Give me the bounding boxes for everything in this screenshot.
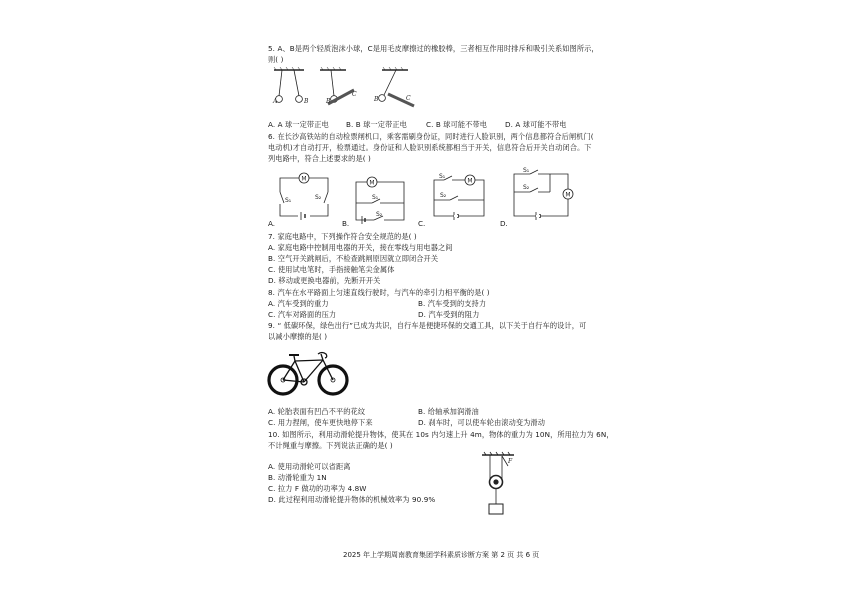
q10-option-d: D. 此过程利用动滑轮提升物体的机械效率为 90.9% bbox=[268, 495, 436, 504]
q10-stem-line2: 不计绳重与摩擦。下列说法正确的是( ) bbox=[268, 441, 393, 450]
page-footer: 2025 年上学期周南教育集团学科素质诊断方案 第 2 页 共 6 页 bbox=[343, 551, 540, 559]
q8-option-a: A. 汽车受到的重力 bbox=[268, 299, 329, 308]
q8-option-d: D. 汽车受到的阻力 bbox=[418, 310, 480, 319]
q6-b-s2: S₂ bbox=[376, 211, 383, 218]
q6-circuit-a bbox=[276, 170, 332, 222]
q6-a-s2: S₂ bbox=[315, 194, 322, 201]
q6-option-c: C. bbox=[418, 219, 426, 228]
q6-circuit-d bbox=[510, 166, 572, 222]
q5-option-c: C. B 球可能不带电 bbox=[426, 120, 488, 129]
q6-b-motor: M bbox=[369, 179, 375, 187]
q9-stem-line2: 以减小摩擦的是( ) bbox=[268, 332, 328, 341]
q6-d-motor: M bbox=[565, 191, 571, 199]
q7-option-d: D. 移动或更换电器前，先断开开关 bbox=[268, 276, 381, 285]
q5-stem-line1: 5. A、B是两个轻质泡沫小球，C是用毛皮摩擦过的橡胶棒，三者相互作用时排斥和吸引关系如图所示， bbox=[268, 44, 599, 53]
q6-c-s2: S₂ bbox=[440, 192, 447, 199]
q6-circuit-c bbox=[430, 172, 488, 222]
q9-option-d: D. 刹车时，可以使车轮由滚动变为滑动 bbox=[418, 418, 546, 427]
q6-stem-line1: 6. 在长沙高铁站的自动检票闸机口，乘客需刷身份证，同时进行人脸识别，两个信息都符合后闸机门( bbox=[268, 132, 594, 141]
pulley-label-f: F bbox=[508, 458, 513, 465]
q5-label-b: B bbox=[304, 98, 309, 105]
q5-figure bbox=[268, 66, 428, 112]
q10-option-b: B. 动滑轮重为 1N bbox=[268, 473, 327, 482]
q7-option-c: C. 使用试电笔时，手指接触笔尖金属体 bbox=[268, 265, 395, 274]
q10-option-c: C. 拉力 F 做功的功率为 4.8W bbox=[268, 484, 367, 493]
q5-label-c: C bbox=[352, 91, 357, 98]
q5-option-b: B. B 球一定带正电 bbox=[346, 120, 407, 129]
q10-option-a: A. 使用动滑轮可以省距离 bbox=[268, 462, 351, 471]
q6-d-s2: S₂ bbox=[523, 184, 530, 191]
q6-stem-line3: 列电路中，符合上述要求的是( ) bbox=[268, 154, 371, 163]
q6-a-s1: S₁ bbox=[285, 197, 292, 204]
q6-b-s1: S₁ bbox=[372, 194, 379, 201]
q6-option-a: A. bbox=[268, 219, 276, 228]
q6-option-d: D. bbox=[500, 219, 508, 228]
pulley-figure bbox=[476, 452, 520, 516]
q8-option-c: C. 汽车对路面的压力 bbox=[268, 310, 337, 319]
q6-option-b: B. bbox=[342, 219, 350, 228]
q5-label-a: A bbox=[273, 98, 278, 105]
q5-label-b3: B bbox=[374, 96, 379, 103]
q6-circuit-b bbox=[352, 176, 408, 226]
q5-stem-line2: 则( ) bbox=[268, 55, 284, 64]
bicycle-figure bbox=[266, 346, 350, 400]
q6-c-motor: M bbox=[467, 177, 473, 185]
q7-stem: 7. 家庭电路中，下列操作符合安全规范的是( ) bbox=[268, 232, 417, 241]
q5-option-a: A. A 球一定带正电 bbox=[268, 120, 329, 129]
q6-stem-line2: 电动机)才自动打开，检票通过。身份证和人脸识别系统都相当于开关，信息符合后开关自动闭合。下 bbox=[268, 143, 592, 152]
q6-a-motor: M bbox=[301, 175, 307, 183]
q10-stem-line1: 10. 如图所示，利用动滑轮提升物体，使其在 10s 内匀速上升 4m，物体的重力为 10N，所用拉力为 6N， bbox=[268, 430, 614, 439]
q6-c-s1: S₁ bbox=[439, 173, 446, 180]
q5-label-b2: B bbox=[326, 98, 331, 105]
q5-option-d: D. A 球可能不带电 bbox=[505, 120, 567, 129]
q7-option-a: A. 家庭电路中控制用电器的开关，接在零线与用电器之间 bbox=[268, 243, 453, 252]
q8-stem: 8. 汽车在水平路面上匀速直线行驶时，与汽车的牵引力相平衡的是( ) bbox=[268, 288, 490, 297]
q9-stem-line1: 9. “ 低碳环保，绿色出行”已成为共识，自行车是便捷环保的交通工具，以下关于自行车的设计，可 bbox=[268, 321, 587, 330]
q7-option-b: B. 空气开关跳闸后，不检查跳闸原因就立即闭合开关 bbox=[268, 254, 439, 263]
q6-d-s1: S₁ bbox=[523, 167, 530, 174]
q9-option-b: B. 给轴承加润滑油 bbox=[418, 407, 479, 416]
q9-option-c: C. 用力捏闸，使车更快地停下来 bbox=[268, 418, 373, 427]
q8-option-b: B. 汽车受到的支持力 bbox=[418, 299, 487, 308]
q5-label-c2: C bbox=[406, 95, 411, 102]
q9-option-a: A. 轮胎表面有凹凸不平的花纹 bbox=[268, 407, 366, 416]
